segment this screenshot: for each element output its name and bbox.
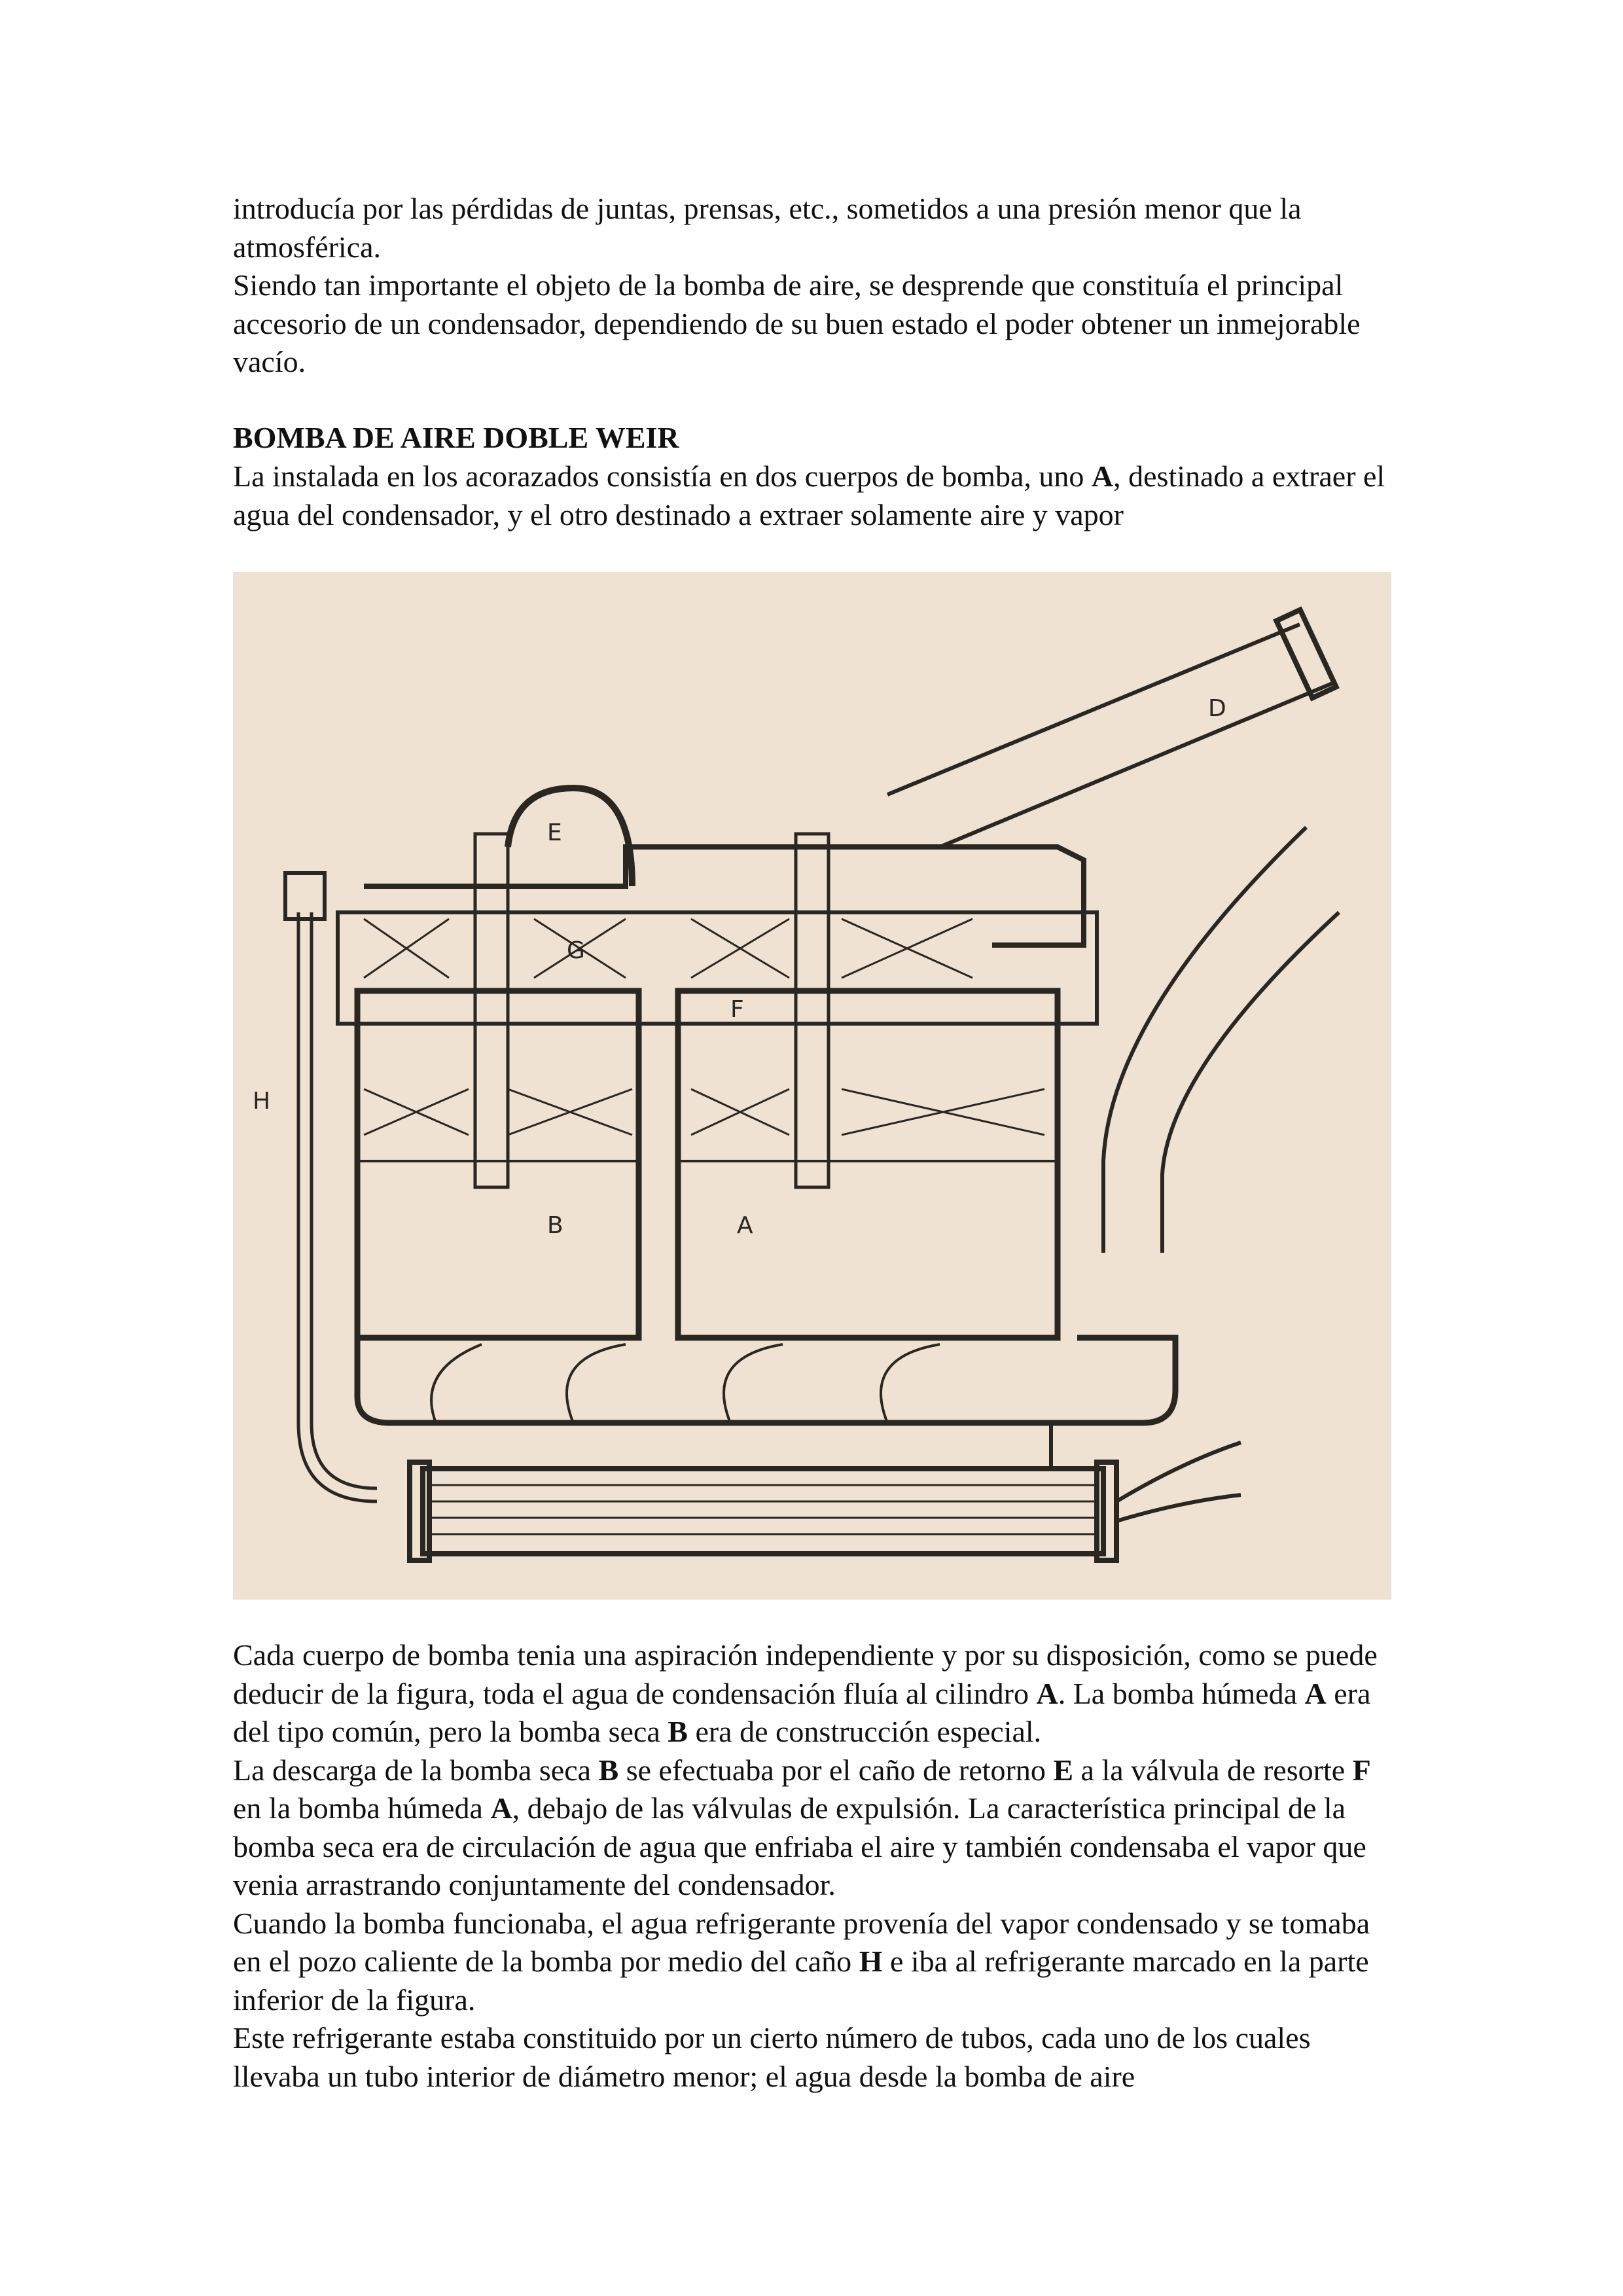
label-a: A (737, 1212, 753, 1239)
return-pipe-e (508, 788, 632, 886)
upper-chamber (338, 912, 1097, 1024)
cylinder-a (678, 991, 1058, 1338)
top-housing (364, 847, 1084, 945)
section-heading: BOMBA DE AIRE DOBLE WEIR (233, 421, 679, 454)
label-g: G (567, 937, 585, 964)
body-paragraph-1: Cada cuerpo de bomba tenia una aspiración independiente y por su disposición, como se puede deducir de la figura, toda el agua de condensación fluía al cilindro A. La bomba húmeda A era del tipo común, pero la bomba seca B era de construcción especial. (233, 1638, 1378, 1748)
label-d: D (1208, 695, 1226, 722)
intro-text-1: La instalada en los acorazados consistía en dos cuerpos de bomba, uno (233, 459, 1092, 493)
bottom-text (233, 1636, 1398, 2096)
body-paragraph-4: Este refrigerante estaba constituido por un cierto número de tubos, cada uno de los cuales llevaba un tubo interior de diámetro menor; el agua desde la bomba de aire (233, 2021, 1311, 2093)
pipe-d-upper (887, 624, 1300, 795)
label-f: F (730, 996, 744, 1023)
top-text (233, 190, 1398, 382)
body-paragraph-3: Cuando la bomba funcionaba, el agua refrigerante provenía del vapor condensado y se tomaba en el pozo caliente de la bomba por medio del caño H e iba al refrigerante marcado en la parte inferior de la figura. (233, 1906, 1370, 2017)
body-paragraph-2: La descarga de la bomba seca B se efectuaba por el caño de retorno E a la válvula de resorte F en la bomba húmeda A, debajo de las válvulas de expulsión. La característica principal de la bomba seca era de circulación de agua que enfriaba el aire y también condensaba el vapor que venia arrastrando conjuntamente del condensador. (233, 1753, 1371, 1901)
intro-text-2: , destinado a extraer el agua del condensador, y el otro destinado a extraer solamente aire y vapor (233, 459, 1385, 531)
right-pipe-outer (1103, 827, 1306, 1253)
piston-rod-a (796, 834, 829, 1187)
pump-diagram (233, 572, 1391, 1600)
cooler-flange-left (410, 1462, 429, 1560)
pump-diagram-figure (233, 572, 1391, 1600)
cooler (423, 1469, 1103, 1554)
hot-well (357, 1338, 1175, 1423)
pipe-d-lower (940, 683, 1332, 847)
right-pipe-inner (1162, 912, 1339, 1253)
cylinder-b (357, 991, 639, 1338)
label-h: H (253, 1088, 271, 1115)
valve-h (285, 873, 325, 919)
cooler-flange-right (1097, 1462, 1116, 1560)
intro-paragraph (233, 457, 1398, 534)
label-e: E (547, 819, 562, 846)
paragraph-2: Siendo tan importante el objeto de la bomba de aire, se desprende que constituía el principal accesorio de un condensador, dependiendo de su buen estado el poder obtener un inmejorable vacío. (233, 268, 1361, 378)
paragraph-1: introducía por las pérdidas de juntas, prensas, etc., sometidos a una presión menor que la atmosférica. (233, 192, 1302, 264)
intro-bold-A: A (1091, 459, 1114, 493)
label-b: B (547, 1212, 563, 1239)
